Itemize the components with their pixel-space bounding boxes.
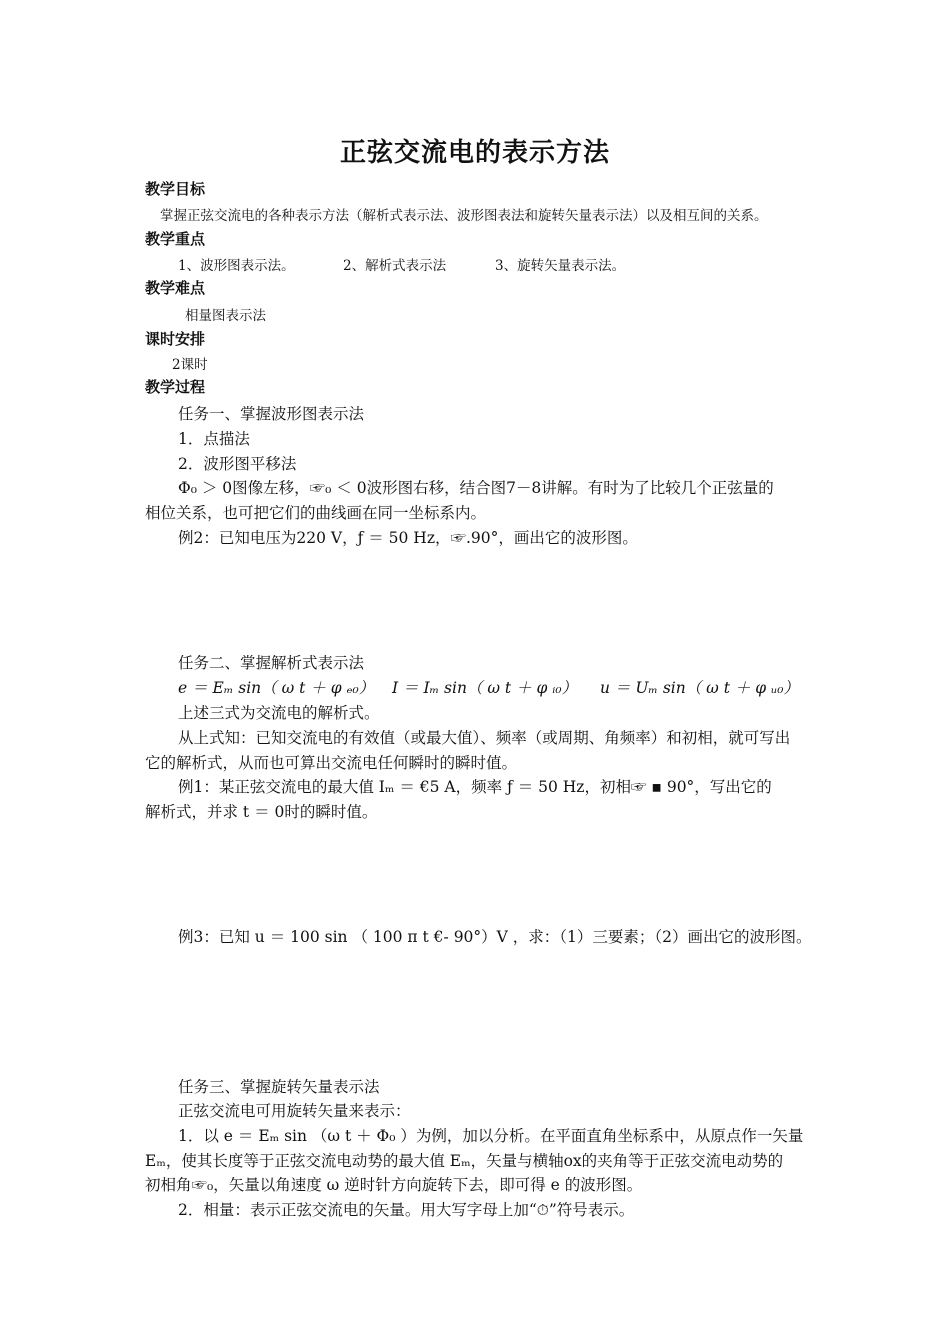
- key-heading: 教学重点: [145, 230, 206, 248]
- formula-i: I ＝ Iₘ sin（ ω t ＋ φ ᵢ₀）: [392, 679, 578, 697]
- task2-example1-line1: 例1：某正弦交流电的最大值 Iₘ ＝ €5 A，频率 ƒ ＝ 50 Hz，初相☞ ▪ 90°，写出它的: [178, 778, 772, 796]
- task2-summary: 上述三式为交流电的解析式。: [178, 704, 380, 722]
- task1-point: 1．点描法: [178, 430, 250, 448]
- key-item-3: 3、旋转矢量表示法。: [495, 258, 626, 274]
- task2-example3: 例3：已知 u ＝ 100 sin （ 100 π t €- 90°）V ，求：（1）三要素；（2）画出它的波形图。: [178, 928, 812, 946]
- schedule-heading: 课时安排: [145, 330, 206, 348]
- objective-heading: 教学目标: [145, 180, 206, 198]
- page-title: 正弦交流电的表示方法: [339, 138, 610, 168]
- key-item-1: 1、波形图表示法。: [178, 258, 295, 274]
- task1-shift: 2．波形图平移法: [178, 455, 297, 473]
- objective-text: 掌握正弦交流电的各种表示方法（解析式表示法、波形图表法和旋转矢量表示法）以及相互间的关系。: [160, 208, 768, 224]
- difficulty-heading: 教学难点: [145, 279, 206, 297]
- schedule-text: 2课时: [172, 357, 208, 373]
- task3-para-line2: Eₘ，使其长度等于正弦交流电动势的最大值 Eₘ，矢量与横轴ox的夹角等于正弦交流电动势的: [145, 1152, 784, 1170]
- task1-para-line2: 相位关系，也可把它们的曲线画在同一坐标系内。: [145, 504, 487, 522]
- task2-example1-line2: 解析式，并求 t ＝ 0时的瞬时值。: [145, 803, 378, 821]
- formula-u: u ＝ Uₘ sin（ ω t ＋ φ ᵤ₀）: [600, 679, 799, 697]
- task2-para-line1: 从上式知：已知交流电的有效值（或最大值）、频率（或周期、角频率）和初相，就可写出: [178, 729, 791, 747]
- task2-para-line2: 它的解析式，从而也可算出交流电任何瞬时的瞬时值。: [145, 754, 518, 772]
- task1-title: 任务一、掌握波形图表示法: [178, 405, 365, 423]
- task3-phasor: 2．相量：表示正弦交流电的矢量。用大写字母上加“⏱”符号表示。: [178, 1201, 635, 1219]
- task3-para-line1: 1．以 e ＝ Eₘ sin （ω t ＋ Φ₀ ）为例，加以分析。在平面直角坐标系中，从原点作一矢量: [178, 1127, 804, 1145]
- task3-intro: 正弦交流电可用旋转矢量来表示：: [178, 1102, 411, 1120]
- process-heading: 教学过程: [145, 378, 206, 396]
- task1-para-line1: Φ₀ ＞ 0图像左移，☞₀ ＜ 0波形图右移，结合图7－8讲解。有时为了比较几个正弦量的: [178, 479, 774, 497]
- task2-title: 任务二、掌握解析式表示法: [178, 654, 365, 672]
- difficulty-text: 相量图表示法: [185, 308, 266, 324]
- task3-para-line3: 初相角☞₀，矢量以角速度 ω 逆时针方向旋转下去，即可得 e 的波形图。: [145, 1176, 643, 1194]
- task1-example2: 例2：已知电压为220 V，ƒ ＝ 50 Hz，☞.90°，画出它的波形图。: [178, 529, 638, 547]
- task3-title: 任务三、掌握旋转矢量表示法: [178, 1078, 380, 1096]
- formula-e: e ＝ Eₘ sin（ ω t ＋ φ ₑ₀）: [178, 679, 375, 697]
- key-item-2: 2、解析式表示法: [343, 258, 447, 274]
